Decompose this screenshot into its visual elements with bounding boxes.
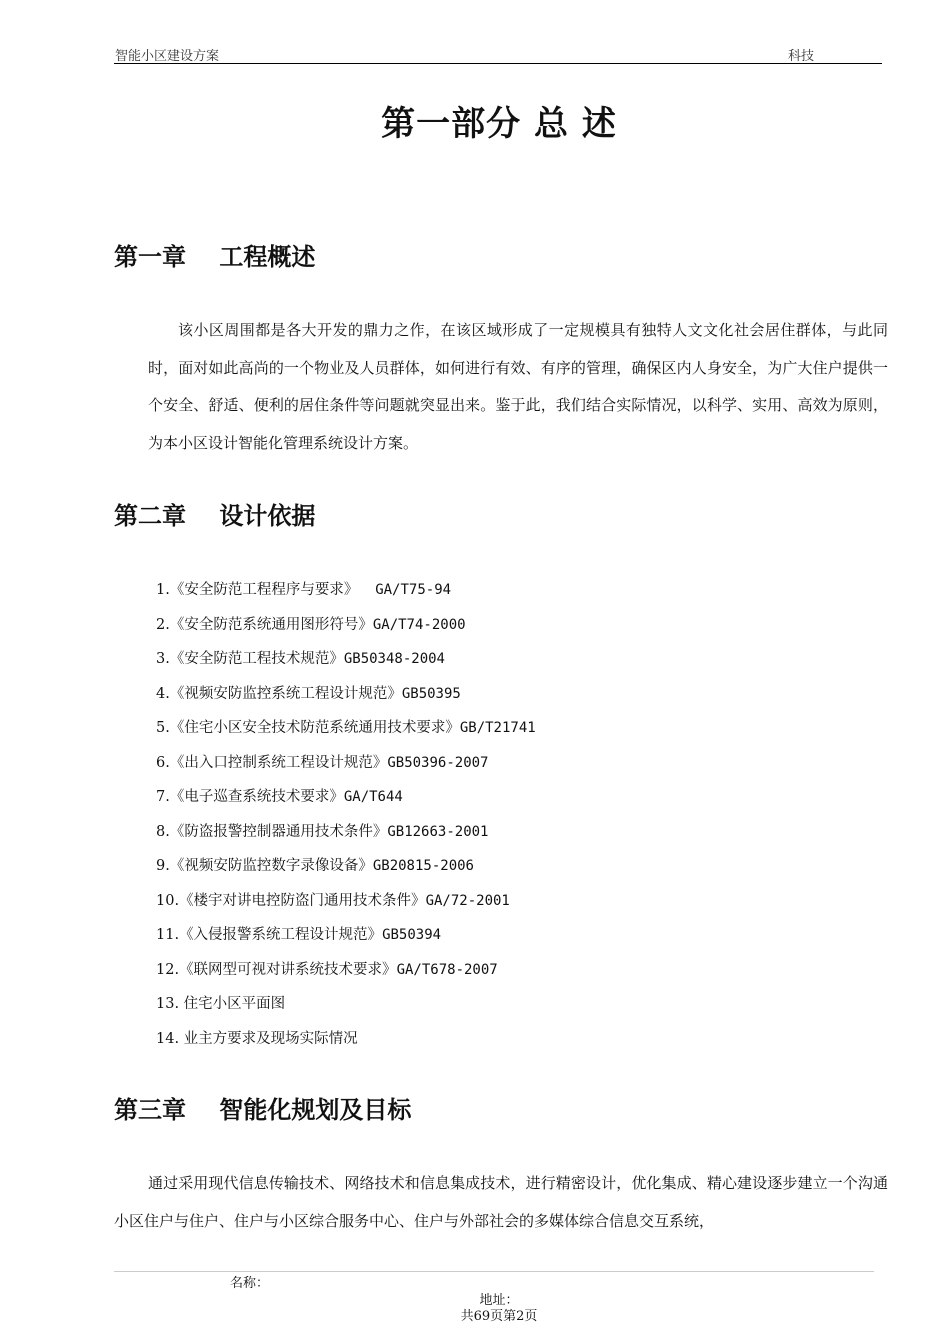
reference-number: 3. (156, 651, 170, 667)
chapter-1-paragraph: 该小区周围都是各大开发的鼎力之作，在该区域形成了一定规模具有独特人文文化社会居住群体，与此同时，面对如此高尚的一个物业及人员群体，如何进行有效、有序的管理，确保区内人身安全，为广大住户提供一个安全、舒适、便利的居住条件等问题就突显出来。鉴于此，我们结合实际情况，以科学、实用、高效为原则，为本小区设计智能化管理系统设计方案。 (148, 321, 888, 452)
reference-code: GA/T678-2007 (396, 961, 498, 978)
reference-item (156, 953, 536, 988)
reference-number: 4. (156, 685, 170, 702)
footer-address-label: 地址： (479, 1293, 519, 1308)
reference-number: 6. (156, 754, 170, 771)
reference-title: 《安全防范系统通用图形符号》 (169, 616, 373, 633)
reference-title: 住宅小区平面图 (179, 996, 286, 1012)
reference-title: 《楼宇对讲电控防盗门通用技术条件》 (179, 892, 426, 909)
reference-number: 2. (156, 616, 170, 633)
footer-page-info: 共69页第2页 (460, 1309, 538, 1324)
reference-title: 《安全防范工程技术规范》 (169, 651, 344, 667)
reference-number: 1. (156, 582, 170, 598)
reference-title: 《安全防范工程程序与要求》 (169, 582, 359, 598)
reference-code: GA/T644 (343, 789, 403, 805)
reference-item (156, 1022, 536, 1057)
chapter-3-heading: 第三章 智能化规划及目标 (114, 1096, 412, 1124)
reference-code: GB/T21741 (459, 720, 536, 736)
chapter-2-heading: 第二章 设计依据 (114, 502, 316, 530)
reference-list (156, 573, 536, 1056)
reference-item (156, 573, 536, 608)
reference-item (156, 677, 536, 712)
reference-item (156, 608, 536, 643)
reference-code: GB50396-2007 (387, 754, 489, 771)
reference-title: 《入侵报警系统工程设计规范》 (179, 927, 383, 943)
footer-rule (114, 1271, 874, 1272)
reference-code: GB50395 (401, 685, 461, 702)
reference-title: 《视频安防监控系统工程设计规范》 (169, 685, 402, 702)
reference-item (156, 815, 536, 850)
header-document-title: 智能小区建设方案 (115, 49, 220, 64)
reference-item (156, 987, 536, 1022)
reference-number: 12. (156, 961, 180, 978)
footer-name-label: 名称： (230, 1276, 270, 1291)
chapter-3-paragraph: 通过采用现代信息传输技术、网络技术和信息集成技术，进行精密设计，优化集成、精心建设逐步建立一个沟通小区住户与住户、住户与小区综合服务中心、住户与外部社会的多媒体综合信息交互系统， (114, 1174, 888, 1230)
reference-code: GA/T74-2000 (372, 616, 466, 633)
reference-item (156, 746, 536, 781)
reference-title: 《电子巡查系统技术要求》 (169, 789, 344, 805)
reference-code: GB50394 (382, 927, 442, 943)
reference-number: 9. (156, 858, 170, 874)
header-rule (114, 63, 882, 64)
reference-number: 10. (156, 892, 180, 909)
reference-item (156, 884, 536, 919)
reference-title: 《住宅小区安全技术防范系统通用技术要求》 (169, 720, 460, 736)
part-title: 第一部分 总 述 (381, 104, 617, 144)
reference-number: 7. (156, 789, 170, 805)
reference-title: 《视频安防监控数字录像设备》 (169, 858, 373, 874)
reference-number: 13. (156, 996, 180, 1012)
reference-number: 8. (156, 823, 170, 840)
reference-item (156, 849, 536, 884)
reference-item (156, 711, 536, 746)
chapter-1-heading: 第一章 工程概述 (114, 243, 316, 271)
reference-code: GA/72-2001 (425, 892, 510, 909)
reference-code: GB12663-2001 (387, 823, 489, 840)
reference-code: GB20815-2006 (372, 858, 474, 874)
reference-title: 《防盗报警控制器通用技术条件》 (169, 823, 388, 840)
header-company: 科技 (788, 49, 815, 64)
reference-item (156, 918, 536, 953)
reference-code: GB50348-2004 (343, 651, 445, 667)
reference-title: 《出入口控制系统工程设计规范》 (169, 754, 388, 771)
reference-number: 11. (156, 927, 180, 943)
reference-title: 业主方要求及现场实际情况 (179, 1030, 358, 1047)
reference-code: GA/T75-94 (358, 582, 452, 598)
reference-item (156, 642, 536, 677)
reference-number: 5. (156, 720, 170, 736)
reference-number: 14. (156, 1030, 180, 1047)
reference-item (156, 780, 536, 815)
reference-title: 《联网型可视对讲系统技术要求》 (179, 961, 397, 978)
